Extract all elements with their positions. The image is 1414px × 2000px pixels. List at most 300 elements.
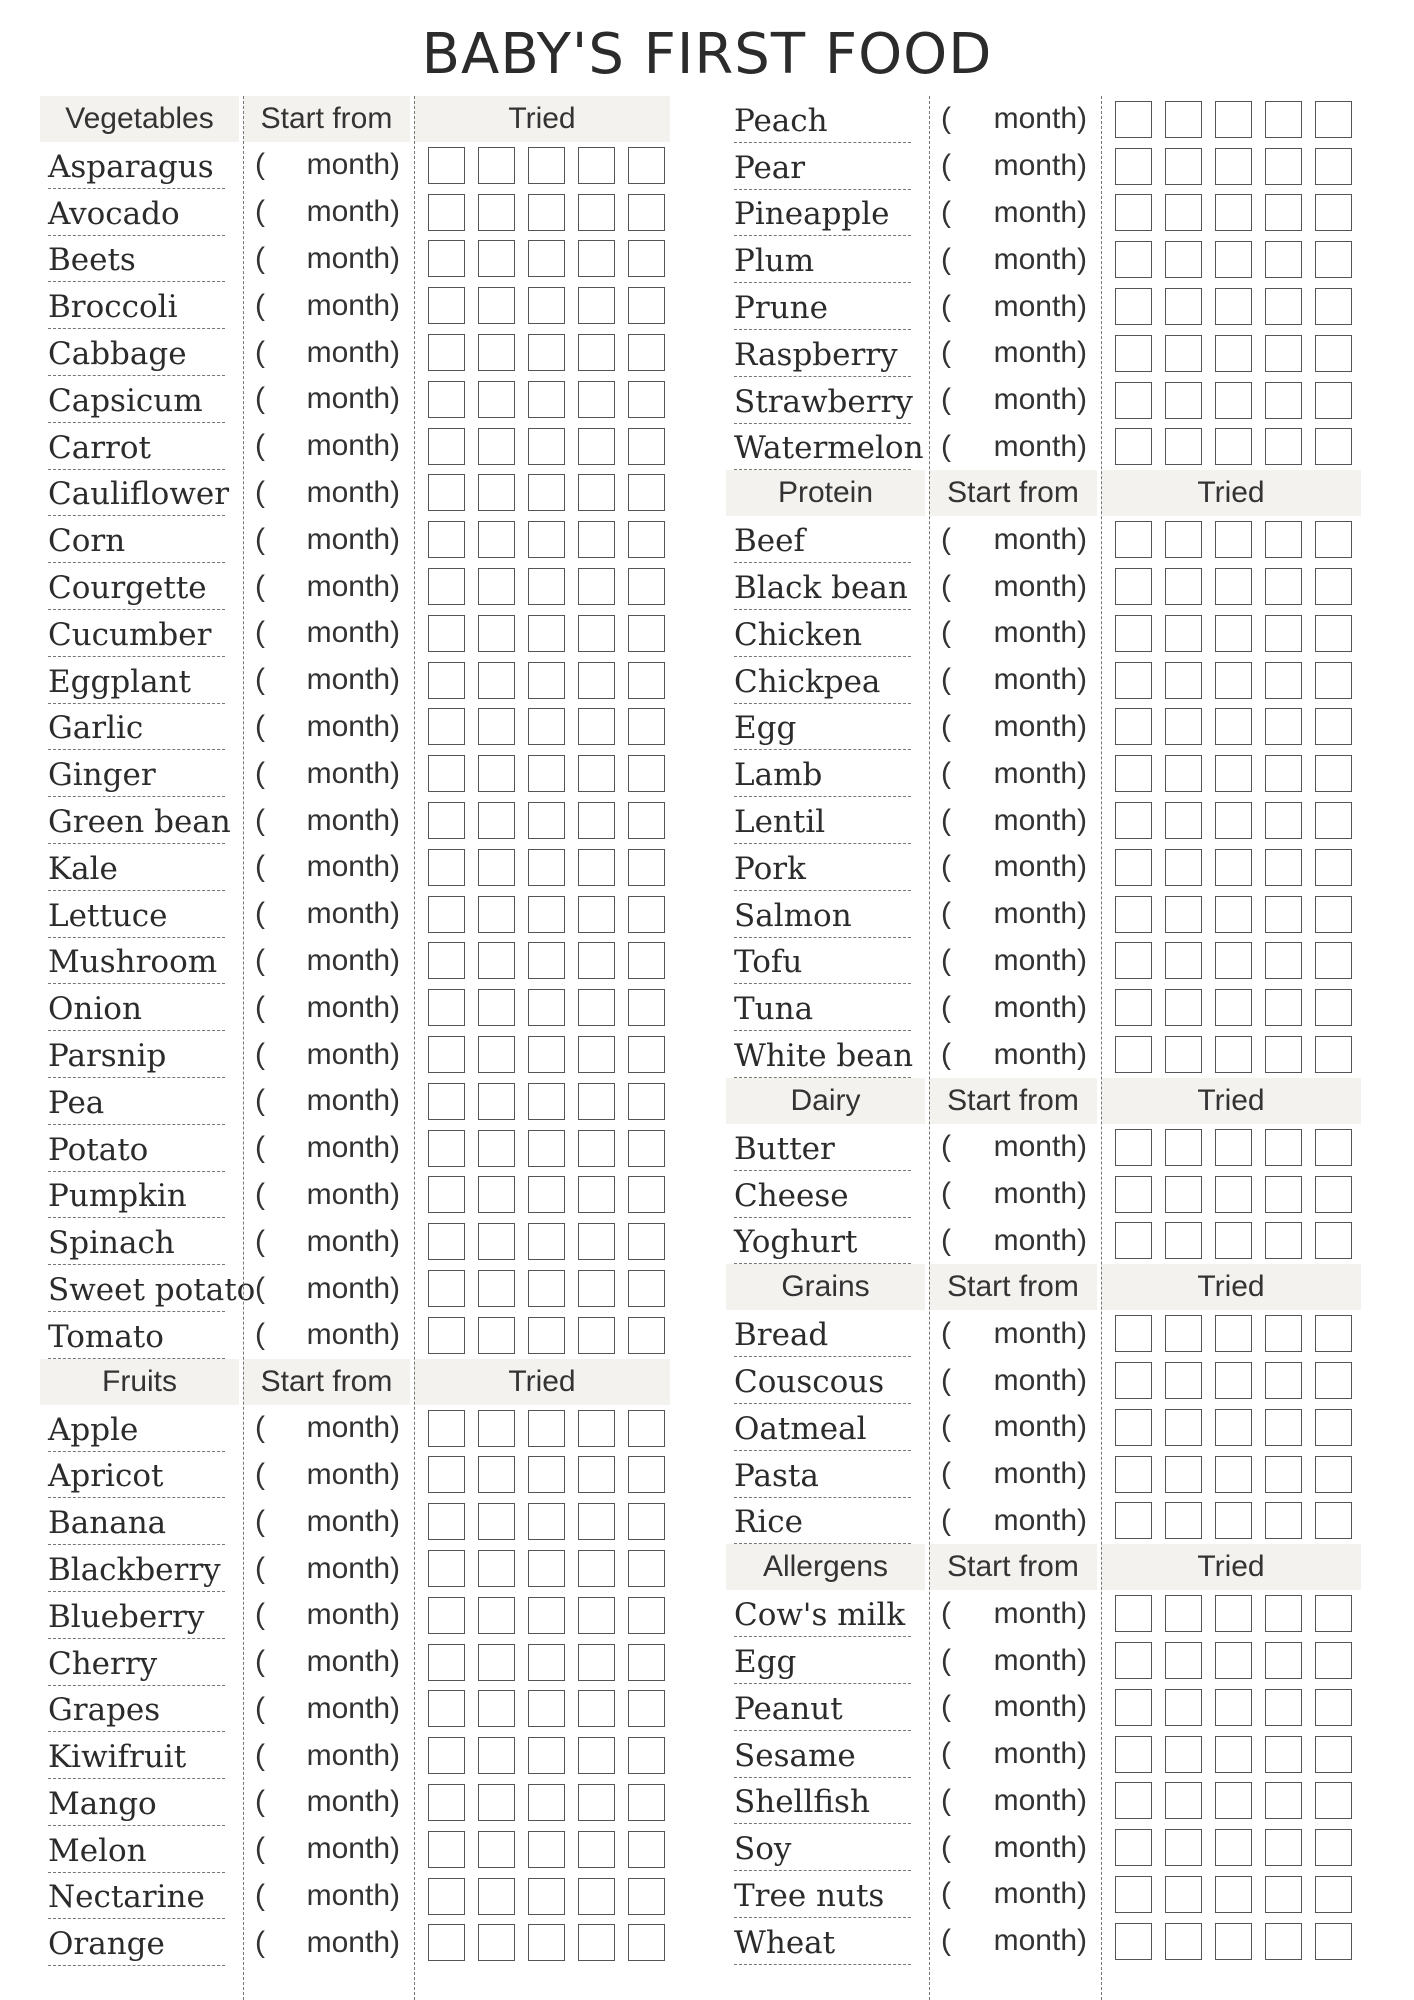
tried-checkbox[interactable] bbox=[1165, 148, 1202, 185]
tried-checkbox[interactable] bbox=[1315, 1409, 1352, 1446]
tried-checkbox[interactable] bbox=[1215, 1689, 1252, 1726]
tried-checkbox[interactable] bbox=[1215, 1036, 1252, 1073]
tried-checkbox[interactable] bbox=[428, 662, 465, 699]
tried-checkbox[interactable] bbox=[1165, 755, 1202, 792]
start-month-field[interactable] bbox=[929, 991, 1101, 1025]
start-month-field[interactable] bbox=[243, 570, 414, 604]
tried-checkbox[interactable] bbox=[478, 194, 515, 231]
tried-checkbox[interactable] bbox=[478, 474, 515, 511]
tried-checkbox[interactable] bbox=[628, 1597, 665, 1634]
tried-checkbox[interactable] bbox=[1115, 1456, 1152, 1493]
start-month-field[interactable] bbox=[243, 476, 414, 510]
start-month-field[interactable] bbox=[243, 429, 414, 463]
tried-checkbox[interactable] bbox=[628, 755, 665, 792]
tried-checkbox[interactable] bbox=[578, 1130, 615, 1167]
tried-checkbox[interactable] bbox=[1215, 1923, 1252, 1960]
tried-checkbox[interactable] bbox=[578, 755, 615, 792]
tried-checkbox[interactable] bbox=[628, 802, 665, 839]
tried-checkbox[interactable] bbox=[1115, 1502, 1152, 1539]
tried-checkbox[interactable] bbox=[528, 1083, 565, 1120]
tried-checkbox[interactable] bbox=[428, 287, 465, 324]
tried-checkbox[interactable] bbox=[1315, 568, 1352, 605]
start-month-field[interactable] bbox=[243, 1131, 414, 1165]
tried-checkbox[interactable] bbox=[1165, 989, 1202, 1026]
start-month-field[interactable] bbox=[243, 1645, 414, 1679]
tried-checkbox[interactable] bbox=[1315, 849, 1352, 886]
tried-checkbox[interactable] bbox=[478, 942, 515, 979]
tried-checkbox[interactable] bbox=[478, 1737, 515, 1774]
tried-checkbox[interactable] bbox=[1115, 1876, 1152, 1913]
tried-checkbox[interactable] bbox=[528, 1036, 565, 1073]
tried-checkbox[interactable] bbox=[428, 1130, 465, 1167]
tried-checkbox[interactable] bbox=[1315, 1176, 1352, 1213]
tried-checkbox[interactable] bbox=[578, 989, 615, 1026]
tried-checkbox[interactable] bbox=[1215, 521, 1252, 558]
tried-checkbox[interactable] bbox=[428, 1456, 465, 1493]
start-month-field[interactable] bbox=[929, 1784, 1101, 1818]
start-month-field[interactable] bbox=[243, 1272, 414, 1306]
tried-checkbox[interactable] bbox=[1265, 1456, 1302, 1493]
tried-checkbox[interactable] bbox=[478, 334, 515, 371]
tried-checkbox[interactable] bbox=[578, 428, 615, 465]
tried-checkbox[interactable] bbox=[428, 1690, 465, 1727]
tried-checkbox[interactable] bbox=[578, 1878, 615, 1915]
tried-checkbox[interactable] bbox=[478, 1784, 515, 1821]
start-month-field[interactable] bbox=[243, 1084, 414, 1118]
tried-checkbox[interactable] bbox=[1215, 1362, 1252, 1399]
tried-checkbox[interactable] bbox=[528, 568, 565, 605]
tried-checkbox[interactable] bbox=[478, 896, 515, 933]
start-month-field[interactable] bbox=[929, 149, 1101, 183]
tried-checkbox[interactable] bbox=[428, 1223, 465, 1260]
tried-checkbox[interactable] bbox=[628, 521, 665, 558]
tried-checkbox[interactable] bbox=[628, 1083, 665, 1120]
tried-checkbox[interactable] bbox=[478, 802, 515, 839]
tried-checkbox[interactable] bbox=[1115, 942, 1152, 979]
start-month-field[interactable] bbox=[243, 1785, 414, 1819]
tried-checkbox[interactable] bbox=[1265, 335, 1302, 372]
tried-checkbox[interactable] bbox=[578, 1690, 615, 1727]
tried-checkbox[interactable] bbox=[1115, 194, 1152, 231]
start-month-field[interactable] bbox=[929, 523, 1101, 557]
tried-checkbox[interactable] bbox=[578, 474, 615, 511]
tried-checkbox[interactable] bbox=[1315, 1362, 1352, 1399]
tried-checkbox[interactable] bbox=[1165, 382, 1202, 419]
tried-checkbox[interactable] bbox=[1215, 708, 1252, 745]
tried-checkbox[interactable] bbox=[1165, 1923, 1202, 1960]
start-month-field[interactable] bbox=[243, 1739, 414, 1773]
tried-checkbox[interactable] bbox=[528, 287, 565, 324]
tried-checkbox[interactable] bbox=[1265, 1876, 1302, 1913]
tried-checkbox[interactable] bbox=[1315, 194, 1352, 231]
tried-checkbox[interactable] bbox=[528, 615, 565, 652]
tried-checkbox[interactable] bbox=[428, 1036, 465, 1073]
tried-checkbox[interactable] bbox=[1215, 1456, 1252, 1493]
tried-checkbox[interactable] bbox=[578, 1503, 615, 1540]
tried-checkbox[interactable] bbox=[1165, 194, 1202, 231]
tried-checkbox[interactable] bbox=[528, 147, 565, 184]
tried-checkbox[interactable] bbox=[528, 1176, 565, 1213]
tried-checkbox[interactable] bbox=[1265, 428, 1302, 465]
tried-checkbox[interactable] bbox=[478, 1176, 515, 1213]
tried-checkbox[interactable] bbox=[428, 615, 465, 652]
tried-checkbox[interactable] bbox=[1165, 615, 1202, 652]
tried-checkbox[interactable] bbox=[528, 662, 565, 699]
tried-checkbox[interactable] bbox=[1315, 1036, 1352, 1073]
tried-checkbox[interactable] bbox=[528, 1503, 565, 1540]
tried-checkbox[interactable] bbox=[1165, 662, 1202, 699]
tried-checkbox[interactable] bbox=[1215, 241, 1252, 278]
start-month-field[interactable] bbox=[929, 1831, 1101, 1865]
tried-checkbox[interactable] bbox=[578, 240, 615, 277]
tried-checkbox[interactable] bbox=[528, 849, 565, 886]
tried-checkbox[interactable] bbox=[1265, 1409, 1302, 1446]
tried-checkbox[interactable] bbox=[478, 1036, 515, 1073]
tried-checkbox[interactable] bbox=[478, 381, 515, 418]
tried-checkbox[interactable] bbox=[628, 662, 665, 699]
tried-checkbox[interactable] bbox=[428, 1924, 465, 1961]
tried-checkbox[interactable] bbox=[628, 1550, 665, 1587]
tried-checkbox[interactable] bbox=[528, 1784, 565, 1821]
tried-checkbox[interactable] bbox=[578, 1550, 615, 1587]
tried-checkbox[interactable] bbox=[1315, 1456, 1352, 1493]
tried-checkbox[interactable] bbox=[1115, 241, 1152, 278]
start-month-field[interactable] bbox=[929, 663, 1101, 697]
tried-checkbox[interactable] bbox=[478, 708, 515, 745]
tried-checkbox[interactable] bbox=[428, 1597, 465, 1634]
tried-checkbox[interactable] bbox=[1165, 802, 1202, 839]
start-month-field[interactable] bbox=[243, 1505, 414, 1539]
tried-checkbox[interactable] bbox=[1265, 1315, 1302, 1352]
tried-checkbox[interactable] bbox=[1165, 1036, 1202, 1073]
start-month-field[interactable] bbox=[243, 1879, 414, 1913]
tried-checkbox[interactable] bbox=[578, 287, 615, 324]
tried-checkbox[interactable] bbox=[528, 1924, 565, 1961]
tried-checkbox[interactable] bbox=[1115, 989, 1152, 1026]
tried-checkbox[interactable] bbox=[1115, 662, 1152, 699]
tried-checkbox[interactable] bbox=[428, 942, 465, 979]
tried-checkbox[interactable] bbox=[528, 194, 565, 231]
tried-checkbox[interactable] bbox=[1165, 1642, 1202, 1679]
tried-checkbox[interactable] bbox=[428, 1503, 465, 1540]
tried-checkbox[interactable] bbox=[1265, 755, 1302, 792]
tried-checkbox[interactable] bbox=[1215, 989, 1252, 1026]
tried-checkbox[interactable] bbox=[1315, 802, 1352, 839]
start-month-field[interactable] bbox=[929, 710, 1101, 744]
tried-checkbox[interactable] bbox=[1315, 989, 1352, 1026]
tried-checkbox[interactable] bbox=[478, 1223, 515, 1260]
tried-checkbox[interactable] bbox=[428, 1176, 465, 1213]
tried-checkbox[interactable] bbox=[1115, 288, 1152, 325]
tried-checkbox[interactable] bbox=[1215, 802, 1252, 839]
tried-checkbox[interactable] bbox=[1165, 428, 1202, 465]
tried-checkbox[interactable] bbox=[1115, 568, 1152, 605]
tried-checkbox[interactable] bbox=[578, 147, 615, 184]
tried-checkbox[interactable] bbox=[1115, 1642, 1152, 1679]
start-month-field[interactable] bbox=[929, 944, 1101, 978]
tried-checkbox[interactable] bbox=[578, 381, 615, 418]
tried-checkbox[interactable] bbox=[628, 474, 665, 511]
tried-checkbox[interactable] bbox=[528, 1878, 565, 1915]
tried-checkbox[interactable] bbox=[428, 755, 465, 792]
tried-checkbox[interactable] bbox=[1165, 101, 1202, 138]
tried-checkbox[interactable] bbox=[1265, 615, 1302, 652]
tried-checkbox[interactable] bbox=[528, 1456, 565, 1493]
tried-checkbox[interactable] bbox=[1115, 1409, 1152, 1446]
tried-checkbox[interactable] bbox=[578, 568, 615, 605]
tried-checkbox[interactable] bbox=[478, 662, 515, 699]
tried-checkbox[interactable] bbox=[478, 1878, 515, 1915]
start-month-field[interactable] bbox=[929, 1177, 1101, 1211]
tried-checkbox[interactable] bbox=[528, 428, 565, 465]
tried-checkbox[interactable] bbox=[428, 1410, 465, 1447]
tried-checkbox[interactable] bbox=[1115, 1595, 1152, 1632]
tried-checkbox[interactable] bbox=[428, 1784, 465, 1821]
tried-checkbox[interactable] bbox=[1315, 708, 1352, 745]
tried-checkbox[interactable] bbox=[1165, 849, 1202, 886]
start-month-field[interactable] bbox=[243, 1318, 414, 1352]
tried-checkbox[interactable] bbox=[528, 1550, 565, 1587]
tried-checkbox[interactable] bbox=[1265, 1362, 1302, 1399]
tried-checkbox[interactable] bbox=[1315, 1595, 1352, 1632]
tried-checkbox[interactable] bbox=[478, 1690, 515, 1727]
start-month-field[interactable] bbox=[929, 1644, 1101, 1678]
tried-checkbox[interactable] bbox=[528, 1270, 565, 1307]
tried-checkbox[interactable] bbox=[1215, 1315, 1252, 1352]
tried-checkbox[interactable] bbox=[1315, 1129, 1352, 1166]
tried-checkbox[interactable] bbox=[1215, 1736, 1252, 1773]
tried-checkbox[interactable] bbox=[628, 615, 665, 652]
tried-checkbox[interactable] bbox=[628, 287, 665, 324]
start-month-field[interactable] bbox=[929, 1924, 1101, 1958]
tried-checkbox[interactable] bbox=[1165, 1689, 1202, 1726]
start-month-field[interactable] bbox=[929, 1504, 1101, 1538]
tried-checkbox[interactable] bbox=[1165, 241, 1202, 278]
tried-checkbox[interactable] bbox=[1315, 1736, 1352, 1773]
tried-checkbox[interactable] bbox=[528, 381, 565, 418]
tried-checkbox[interactable] bbox=[1265, 241, 1302, 278]
tried-checkbox[interactable] bbox=[528, 334, 565, 371]
tried-checkbox[interactable] bbox=[528, 802, 565, 839]
tried-checkbox[interactable] bbox=[1265, 1923, 1302, 1960]
tried-checkbox[interactable] bbox=[1165, 708, 1202, 745]
tried-checkbox[interactable] bbox=[1115, 1829, 1152, 1866]
tried-checkbox[interactable] bbox=[1265, 1176, 1302, 1213]
tried-checkbox[interactable] bbox=[428, 1550, 465, 1587]
tried-checkbox[interactable] bbox=[528, 989, 565, 1026]
tried-checkbox[interactable] bbox=[1165, 1736, 1202, 1773]
tried-checkbox[interactable] bbox=[478, 1924, 515, 1961]
start-month-field[interactable] bbox=[929, 243, 1101, 277]
tried-checkbox[interactable] bbox=[1265, 382, 1302, 419]
tried-checkbox[interactable] bbox=[1115, 849, 1152, 886]
start-month-field[interactable] bbox=[929, 616, 1101, 650]
start-month-field[interactable] bbox=[243, 289, 414, 323]
start-month-field[interactable] bbox=[243, 616, 414, 650]
start-month-field[interactable] bbox=[929, 383, 1101, 417]
tried-checkbox[interactable] bbox=[478, 1130, 515, 1167]
tried-checkbox[interactable] bbox=[528, 521, 565, 558]
start-month-field[interactable] bbox=[243, 336, 414, 370]
tried-checkbox[interactable] bbox=[628, 1130, 665, 1167]
start-month-field[interactable] bbox=[929, 430, 1101, 464]
start-month-field[interactable] bbox=[929, 1737, 1101, 1771]
tried-checkbox[interactable] bbox=[628, 240, 665, 277]
tried-checkbox[interactable] bbox=[1315, 755, 1352, 792]
tried-checkbox[interactable] bbox=[1265, 896, 1302, 933]
tried-checkbox[interactable] bbox=[578, 896, 615, 933]
start-month-field[interactable] bbox=[243, 897, 414, 931]
tried-checkbox[interactable] bbox=[428, 568, 465, 605]
tried-checkbox[interactable] bbox=[428, 334, 465, 371]
tried-checkbox[interactable] bbox=[628, 194, 665, 231]
tried-checkbox[interactable] bbox=[428, 474, 465, 511]
tried-checkbox[interactable] bbox=[478, 1597, 515, 1634]
tried-checkbox[interactable] bbox=[578, 802, 615, 839]
tried-checkbox[interactable] bbox=[578, 334, 615, 371]
tried-checkbox[interactable] bbox=[1165, 942, 1202, 979]
tried-checkbox[interactable] bbox=[628, 1690, 665, 1727]
tried-checkbox[interactable] bbox=[628, 1737, 665, 1774]
tried-checkbox[interactable] bbox=[1165, 1595, 1202, 1632]
tried-checkbox[interactable] bbox=[528, 896, 565, 933]
start-month-field[interactable] bbox=[243, 523, 414, 557]
tried-checkbox[interactable] bbox=[1165, 1409, 1202, 1446]
start-month-field[interactable] bbox=[243, 382, 414, 416]
start-month-field[interactable] bbox=[243, 195, 414, 229]
tried-checkbox[interactable] bbox=[1265, 101, 1302, 138]
tried-checkbox[interactable] bbox=[1265, 1782, 1302, 1819]
tried-checkbox[interactable] bbox=[578, 1317, 615, 1354]
start-month-field[interactable] bbox=[243, 1178, 414, 1212]
tried-checkbox[interactable] bbox=[1315, 1502, 1352, 1539]
tried-checkbox[interactable] bbox=[578, 662, 615, 699]
tried-checkbox[interactable] bbox=[478, 240, 515, 277]
tried-checkbox[interactable] bbox=[478, 755, 515, 792]
tried-checkbox[interactable] bbox=[1115, 382, 1152, 419]
tried-checkbox[interactable] bbox=[628, 1784, 665, 1821]
tried-checkbox[interactable] bbox=[1265, 1036, 1302, 1073]
tried-checkbox[interactable] bbox=[478, 568, 515, 605]
tried-checkbox[interactable] bbox=[1115, 1782, 1152, 1819]
tried-checkbox[interactable] bbox=[428, 1317, 465, 1354]
tried-checkbox[interactable] bbox=[578, 1737, 615, 1774]
tried-checkbox[interactable] bbox=[428, 896, 465, 933]
tried-checkbox[interactable] bbox=[1115, 335, 1152, 372]
tried-checkbox[interactable] bbox=[478, 1083, 515, 1120]
tried-checkbox[interactable] bbox=[1215, 849, 1252, 886]
tried-checkbox[interactable] bbox=[578, 1036, 615, 1073]
start-month-field[interactable] bbox=[929, 1690, 1101, 1724]
tried-checkbox[interactable] bbox=[578, 1924, 615, 1961]
tried-checkbox[interactable] bbox=[1115, 521, 1152, 558]
tried-checkbox[interactable] bbox=[1265, 942, 1302, 979]
tried-checkbox[interactable] bbox=[428, 194, 465, 231]
tried-checkbox[interactable] bbox=[578, 521, 615, 558]
tried-checkbox[interactable] bbox=[1265, 1222, 1302, 1259]
tried-checkbox[interactable] bbox=[428, 521, 465, 558]
tried-checkbox[interactable] bbox=[1215, 382, 1252, 419]
tried-checkbox[interactable] bbox=[528, 1831, 565, 1868]
tried-checkbox[interactable] bbox=[1215, 1876, 1252, 1913]
start-month-field[interactable] bbox=[929, 1410, 1101, 1444]
tried-checkbox[interactable] bbox=[478, 1270, 515, 1307]
tried-checkbox[interactable] bbox=[528, 1737, 565, 1774]
start-month-field[interactable] bbox=[243, 757, 414, 791]
tried-checkbox[interactable] bbox=[428, 1878, 465, 1915]
tried-checkbox[interactable] bbox=[1165, 1876, 1202, 1913]
tried-checkbox[interactable] bbox=[1265, 708, 1302, 745]
start-month-field[interactable] bbox=[929, 102, 1101, 136]
tried-checkbox[interactable] bbox=[428, 381, 465, 418]
tried-checkbox[interactable] bbox=[1265, 662, 1302, 699]
tried-checkbox[interactable] bbox=[1315, 615, 1352, 652]
start-month-field[interactable] bbox=[929, 850, 1101, 884]
tried-checkbox[interactable] bbox=[428, 240, 465, 277]
tried-checkbox[interactable] bbox=[1165, 1456, 1202, 1493]
tried-checkbox[interactable] bbox=[528, 1317, 565, 1354]
tried-checkbox[interactable] bbox=[628, 896, 665, 933]
tried-checkbox[interactable] bbox=[1315, 942, 1352, 979]
start-month-field[interactable] bbox=[929, 1597, 1101, 1631]
tried-checkbox[interactable] bbox=[1315, 1782, 1352, 1819]
tried-checkbox[interactable] bbox=[628, 989, 665, 1026]
tried-checkbox[interactable] bbox=[1265, 148, 1302, 185]
start-month-field[interactable] bbox=[929, 1457, 1101, 1491]
tried-checkbox[interactable] bbox=[478, 1410, 515, 1447]
tried-checkbox[interactable] bbox=[1115, 708, 1152, 745]
tried-checkbox[interactable] bbox=[1215, 1176, 1252, 1213]
tried-checkbox[interactable] bbox=[528, 240, 565, 277]
tried-checkbox[interactable] bbox=[578, 1784, 615, 1821]
tried-checkbox[interactable] bbox=[1315, 896, 1352, 933]
tried-checkbox[interactable] bbox=[528, 755, 565, 792]
tried-checkbox[interactable] bbox=[1165, 568, 1202, 605]
tried-checkbox[interactable] bbox=[628, 334, 665, 371]
tried-checkbox[interactable] bbox=[428, 1831, 465, 1868]
tried-checkbox[interactable] bbox=[428, 802, 465, 839]
tried-checkbox[interactable] bbox=[578, 615, 615, 652]
tried-checkbox[interactable] bbox=[1165, 1362, 1202, 1399]
tried-checkbox[interactable] bbox=[1315, 335, 1352, 372]
tried-checkbox[interactable] bbox=[628, 428, 665, 465]
tried-checkbox[interactable] bbox=[1215, 662, 1252, 699]
tried-checkbox[interactable] bbox=[628, 1270, 665, 1307]
tried-checkbox[interactable] bbox=[478, 1550, 515, 1587]
tried-checkbox[interactable] bbox=[528, 942, 565, 979]
tried-checkbox[interactable] bbox=[1165, 288, 1202, 325]
tried-checkbox[interactable] bbox=[1215, 1642, 1252, 1679]
tried-checkbox[interactable] bbox=[1115, 1129, 1152, 1166]
tried-checkbox[interactable] bbox=[478, 615, 515, 652]
tried-checkbox[interactable] bbox=[578, 849, 615, 886]
tried-checkbox[interactable] bbox=[1115, 1222, 1152, 1259]
tried-checkbox[interactable] bbox=[1215, 1502, 1252, 1539]
tried-checkbox[interactable] bbox=[628, 1036, 665, 1073]
tried-checkbox[interactable] bbox=[578, 942, 615, 979]
tried-checkbox[interactable] bbox=[1315, 241, 1352, 278]
tried-checkbox[interactable] bbox=[1215, 288, 1252, 325]
tried-checkbox[interactable] bbox=[1165, 896, 1202, 933]
tried-checkbox[interactable] bbox=[428, 849, 465, 886]
start-month-field[interactable] bbox=[929, 757, 1101, 791]
tried-checkbox[interactable] bbox=[1115, 1176, 1152, 1213]
tried-checkbox[interactable] bbox=[478, 1644, 515, 1681]
start-month-field[interactable] bbox=[243, 944, 414, 978]
tried-checkbox[interactable] bbox=[1315, 382, 1352, 419]
start-month-field[interactable] bbox=[929, 1317, 1101, 1351]
tried-checkbox[interactable] bbox=[578, 1456, 615, 1493]
